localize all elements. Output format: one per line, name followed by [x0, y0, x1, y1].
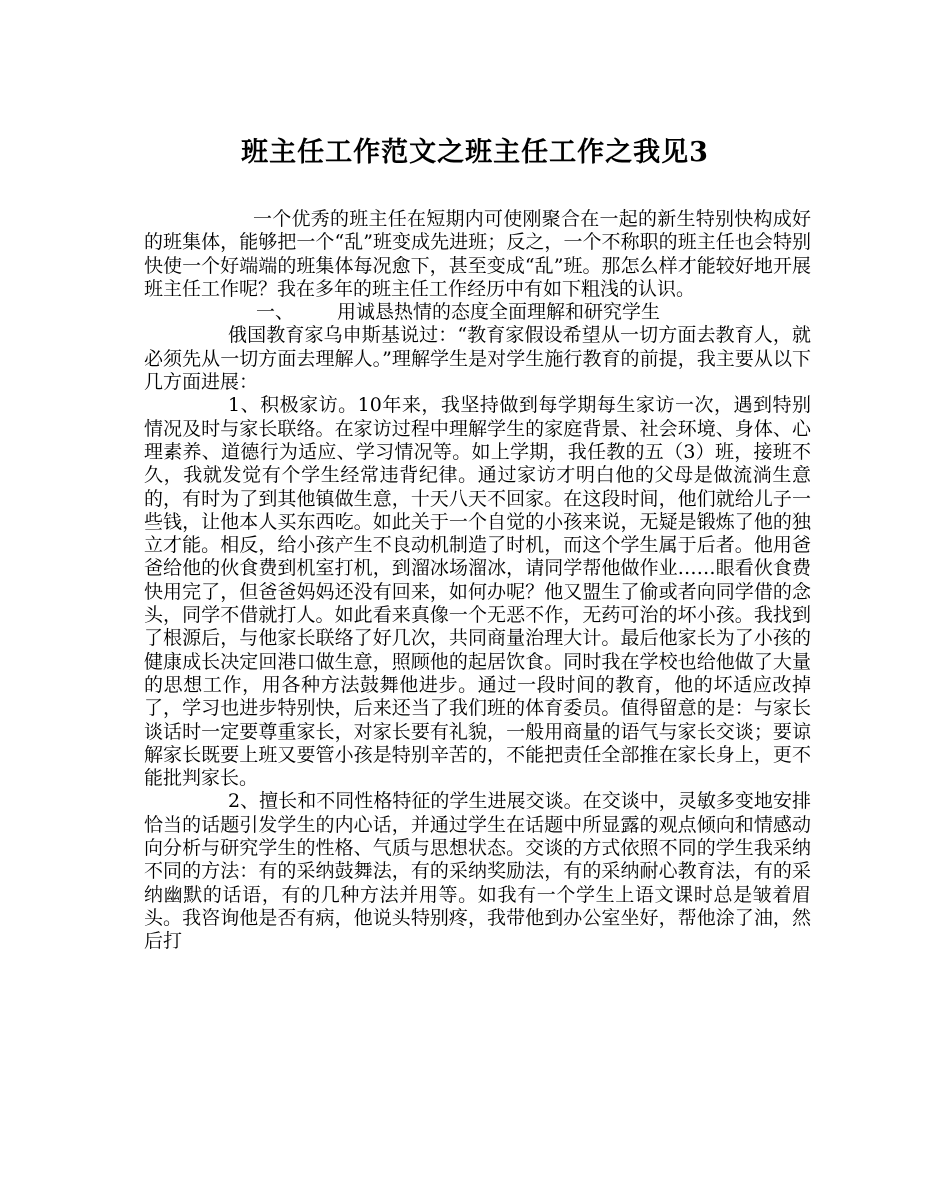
document-body: [144, 208, 811, 954]
paragraph-quote: 俄国教育家乌申斯基说过：“教育家假设希望从一切方面去教育人，就必须先从一切方面去理解人。”理解学生是对学生施行教育的前提，我主要从以下几方面进展：: [144, 324, 811, 394]
paragraph-conversation: 2、擅长和不同性格特征的学生进展交谈。在交谈中，灵敏多变地安排恰当的话题引发学生的内心话，并通过学生在话题中所显露的观点倾向和情感动向分析与研究学生的性格、气质与思想状态。交谈的方式依照不同的学生我采纳不同的方法：有的采纳鼓舞法，有的采纳奖励法，有的采纳耐心教育法，有的采纳幽默的话语，有的几种方法并用等。如我有一个学生上语文课时总是皱着眉头。我咨询他是否有病，他说头特别疼，我带他到办公室坐好，帮他涂了油，然后打: [144, 790, 811, 953]
paragraph-home-visit: 1、积极家访。10年来，我坚持做到每学期每生家访一次，遇到特别情况及时与家长联络。在家访过程中理解学生的家庭背景、社会环境、身体、心理素养、道德行为适应、学习情况等。如上学期，我任教的五（3）班，接班不久，我就发觉有个学生经常违背纪律。通过家访才明白他的父母是做流淌生意的，有时为了到其他镇做生意，十天八天不回家。在这段时间，他们就给儿子一些钱，让他本人买东西吃。如此关于一个自觉的小孩来说，无疑是锻炼了他的独立才能。相反，给小孩产生不良动机制造了时机，而这个学生属于后者。他用爸爸给他的伙食费到机室打机，到溜冰场溜冰，请同学帮他做作业……眼看伙食费快用完了，但爸爸妈妈还没有回来，如何办呢？他又盟生了偷或者向同学借的念头，同学不借就打人。如此看来真像一个无恶不作，无药可治的坏小孩。我找到了根源后，与他家长联络了好几次，共同商量治理大计。最后他家长为了小孩的健康成长决定回港口做生意，照顾他的起居饮食。同时我在学校也给他做了大量的思想工作，用各种方法鼓舞他进步。通过一段时间的教育，他的坏适应改掉了，学习也进步特别快，后来还当了我们班的体育委员。值得留意的是：与家长谈话时一定要尊重家长，对家长要有礼貌，一般用商量的语气与家长交谈；要谅解家长既要上班又要管小孩是特别辛苦的，不能把责任全部推在家长身上，更不能批判家长。: [144, 394, 811, 790]
document-title: 班主任工作范文之班主任工作之我见3: [241, 137, 709, 168]
section-heading-text: 用诚恳热情的态度全面理解和研究学生: [337, 301, 661, 324]
section-heading-number: 一、: [256, 301, 295, 324]
paragraph-intro: 一个优秀的班主任在短期内可使刚聚合在一起的新生特别快构成好的班集体，能够把一个“乱”班变成先进班；反之，一个不称职的班主任也会特别快使一个好端端的班集体每况愈下，甚至变成“乱”班。那怎么样才能较好地开展班主任工作呢？我在多年的班主任工作经历中有如下粗浅的认识。: [144, 208, 811, 300]
section-heading-1: [144, 301, 811, 324]
